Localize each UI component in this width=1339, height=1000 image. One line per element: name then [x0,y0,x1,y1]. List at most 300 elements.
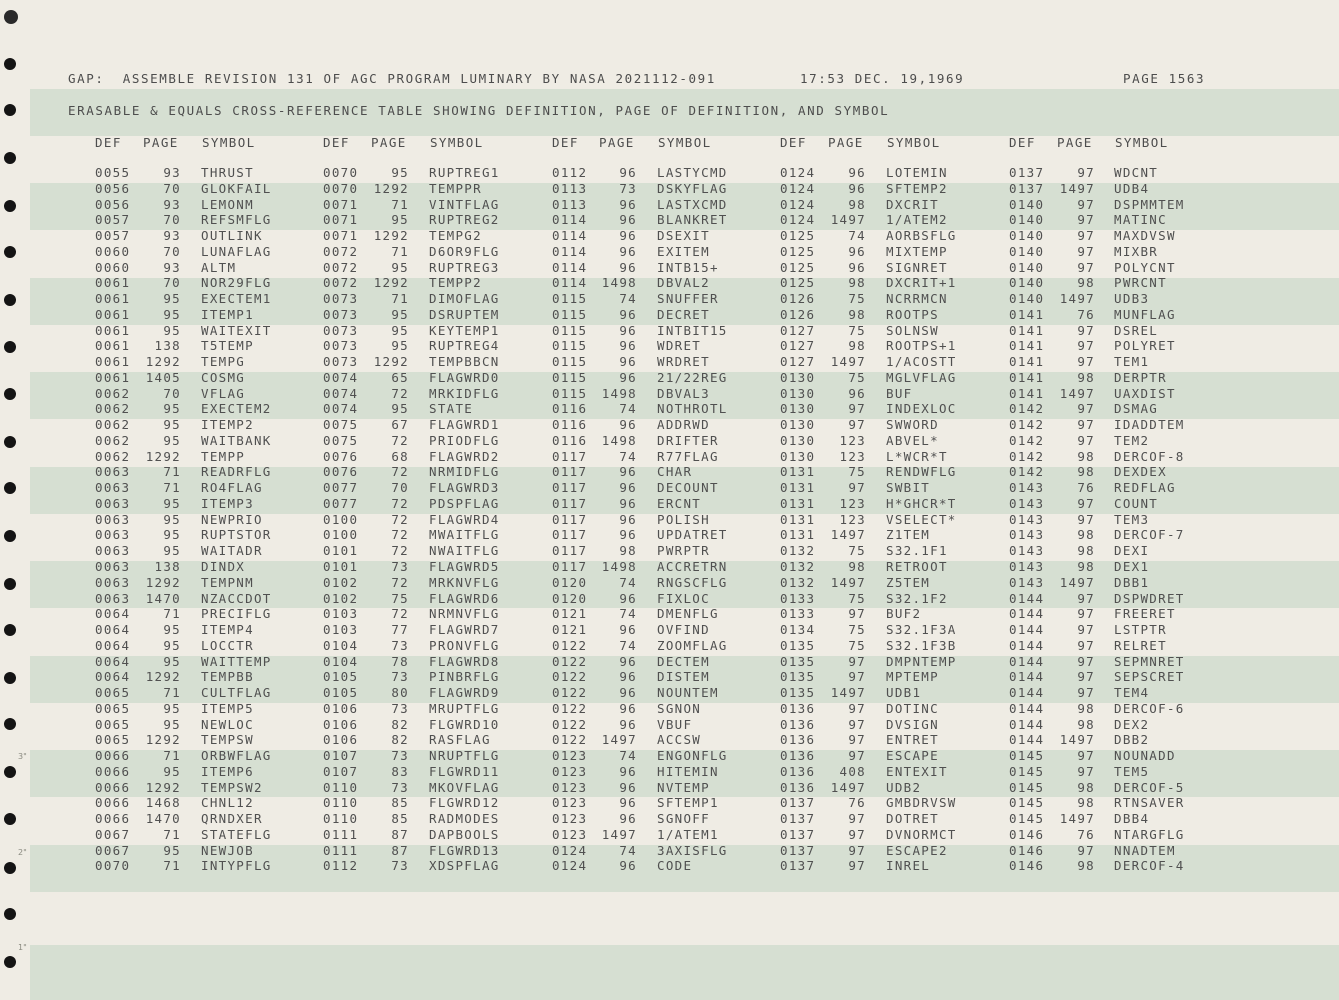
page-cell: 98 [1077,275,1095,291]
page-cell: 95 [163,432,181,448]
symbol-cell: VBUF [657,716,693,732]
column-header-def: DEF [552,135,579,150]
page-cell: 95 [391,212,409,228]
symbol-cell: MIXTEMP [886,243,948,259]
def-cell: 0140 [1009,196,1045,212]
page-cell: 80 [391,685,409,701]
symbol-cell: ACCRETRN [657,559,728,574]
page-cell: 96 [619,495,637,511]
page-cell: 70 [163,243,181,259]
def-cell: 0110 [323,811,359,827]
symbol-cell: GMBDRVSW [886,795,957,811]
symbol-cell: DSPMMTEM [1114,196,1185,212]
symbol-cell: FLAGWRD3 [429,480,500,496]
def-cell: 0106 [323,732,359,748]
page-cell: 1497 [830,779,866,795]
def-cell: 0131 [780,480,816,496]
symbol-cell: SOLNSW [886,322,939,338]
page-cell: 1498 [601,385,637,401]
symbol-cell: DVNORMCT [886,826,957,842]
def-cell: 0063 [95,590,131,606]
symbol-cell: XDSPFLAG [429,858,500,874]
def-cell: 0065 [95,685,131,701]
assembly-title: GAP: ASSEMBLE REVISION 131 OF AGC PROGRAM LUMINARY BY NASA 2021112-091 [68,71,716,86]
page-cell: 408 [839,763,866,779]
page-cell: 71 [163,606,181,622]
page-cell: 95 [163,495,181,511]
symbol-cell: CHNL12 [201,795,254,811]
page-cell: 1497 [1059,385,1095,401]
page-cell: 97 [1077,763,1095,779]
page-cell: 76 [1077,480,1095,496]
symbol-cell: MRKIDFLG [429,385,500,401]
symbol-cell: DSEXIT [657,228,710,244]
symbol-cell: WAITBANK [201,432,272,448]
page-cell: 96 [619,369,637,385]
def-cell: 0132 [780,574,816,590]
def-cell: 0123 [552,795,588,811]
punch-hole [4,246,16,258]
page-cell: 95 [163,543,181,559]
symbol-cell: RADMODES [429,811,500,827]
punch-hole [4,436,16,448]
symbol-cell: FLAGWRD7 [429,622,500,638]
page-cell: 1292 [145,732,181,748]
def-cell: 0144 [1009,685,1045,701]
page-cell: 1498 [601,432,637,448]
symbol-cell: WDRET [657,338,702,354]
column-header-page: PAGE [143,135,179,150]
symbol-cell: DBB2 [1114,732,1150,748]
symbol-cell: RASFLAG [429,732,491,748]
def-cell: 0102 [323,590,359,606]
def-cell: 0141 [1009,369,1045,385]
def-cell: 0132 [780,559,816,574]
def-cell: 0057 [95,228,131,244]
page-cell: 96 [619,527,637,543]
def-cell: 0135 [780,669,816,685]
page-cell: 74 [619,291,637,307]
page-cell: 95 [391,259,409,275]
def-cell: 0146 [1009,858,1045,874]
page-cell: 96 [619,669,637,685]
symbol-cell: ITEMP1 [201,306,254,322]
symbol-cell: ENTRET [886,732,939,748]
def-cell: 0140 [1009,275,1045,291]
page-cell: 97 [1077,417,1095,433]
symbol-cell: TEMPG [201,354,246,370]
def-cell: 0107 [323,748,359,764]
page-cell: 73 [391,669,409,685]
page-cell: 97 [848,700,866,716]
symbol-cell: FLAGWRD8 [429,653,500,669]
def-cell: 0124 [780,212,816,228]
page-cell: 97 [1077,748,1095,764]
page-cell: 97 [1077,401,1095,417]
def-cell: 0121 [552,622,588,638]
page-cell: 97 [1077,196,1095,212]
punch-hole [4,341,16,353]
page-cell: 97 [848,732,866,748]
def-cell: 0063 [95,559,131,574]
def-cell: 0065 [95,700,131,716]
page-cell: 1470 [145,811,181,827]
def-cell: 0062 [95,448,131,464]
page-cell: 72 [391,527,409,543]
page-cell: 98 [1077,543,1095,559]
symbol-cell: TEM3 [1114,511,1150,527]
symbol-cell: RUPTREG3 [429,259,500,275]
punch-hole [4,718,16,730]
page-cell: 96 [619,653,637,669]
symbol-cell: RUPTSTOR [201,527,272,543]
symbol-cell: FIXLOC [657,590,710,606]
def-cell: 0075 [323,432,359,448]
page-cell: 95 [391,165,409,180]
def-cell: 0075 [323,417,359,433]
symbol-cell: STATEFLG [201,826,272,842]
def-cell: 0124 [780,196,816,212]
page-cell: 1498 [601,559,637,574]
symbol-cell: POLISH [657,511,710,527]
page-cell: 95 [391,338,409,354]
def-cell: 0130 [780,385,816,401]
def-cell: 0063 [95,480,131,496]
def-cell: 0064 [95,669,131,685]
def-cell: 0127 [780,338,816,354]
page-cell: 1292 [373,180,409,196]
symbol-cell: UDB1 [886,685,922,701]
def-cell: 0103 [323,622,359,638]
def-cell: 0066 [95,763,131,779]
symbol-cell: ESCAPE2 [886,842,948,858]
def-cell: 0112 [323,858,359,874]
page-cell: 97 [848,811,866,827]
def-cell: 0123 [552,826,588,842]
symbol-cell: ABVEL* [886,432,939,448]
page-cell: 1292 [145,574,181,590]
table-subtitle: ERASABLE & EQUALS CROSS-REFERENCE TABLE SHOWING DEFINITION, PAGE OF DEFINITION, AND SYMBOL [68,103,890,118]
symbol-cell: PRECIFLG [201,606,272,622]
page-cell: 77 [391,622,409,638]
symbol-cell: EXITEM [657,243,710,259]
def-cell: 0135 [780,685,816,701]
def-cell: 0124 [780,165,816,180]
symbol-cell: DINDX [201,559,246,574]
timestamp: 17:53 DEC. 19,1969 [800,71,965,86]
def-cell: 0137 [780,795,816,811]
page-cell: 95 [163,417,181,433]
symbol-cell: DBVAL2 [657,275,710,291]
symbol-cell: WDCNT [1114,165,1159,180]
symbol-cell: TEM5 [1114,763,1150,779]
symbol-cell: DECTEM [657,653,710,669]
def-cell: 0114 [552,259,588,275]
symbol-cell: UAXDIST [1114,385,1176,401]
page-cell: 98 [848,196,866,212]
def-cell: 0141 [1009,354,1045,370]
page-cell: 95 [163,527,181,543]
page-cell: 96 [619,417,637,433]
page-cell: 95 [163,842,181,858]
page-cell: 71 [163,464,181,480]
def-cell: 0067 [95,842,131,858]
def-cell: 0073 [323,291,359,307]
punch-hole [4,104,16,116]
def-cell: 0061 [95,322,131,338]
symbol-cell: ITEMP2 [201,417,254,433]
def-cell: 0132 [780,543,816,559]
page-cell: 74 [619,448,637,464]
symbol-cell: CHAR [657,464,693,480]
page-cell: 96 [619,259,637,275]
page-cell: 96 [848,180,866,196]
symbol-cell: BUF2 [886,606,922,622]
def-cell: 0070 [95,858,131,874]
def-cell: 0074 [323,385,359,401]
page-cell: 68 [391,448,409,464]
page-cell: 75 [848,590,866,606]
symbol-cell: TEMPBB [201,669,254,685]
symbol-cell: LASTXCMD [657,196,728,212]
punch-hole [4,956,16,968]
def-cell: 0123 [552,779,588,795]
def-cell: 0104 [323,637,359,653]
page-cell: 97 [1077,212,1095,228]
page-cell: 93 [163,165,181,180]
page-cell: 95 [391,322,409,338]
symbol-cell: RO4FLAG [201,480,263,496]
symbol-cell: COUNT [1114,495,1159,511]
symbol-cell: NRUPTFLG [429,748,500,764]
symbol-cell: REDFLAG [1114,480,1176,496]
def-cell: 0126 [780,291,816,307]
page-cell: 75 [848,322,866,338]
column-header-symbol: SYMBOL [658,135,712,150]
symbol-cell: SEPSCRET [1114,669,1185,685]
page-cell: 96 [619,811,637,827]
symbol-cell: LUNAFLAG [201,243,272,259]
def-cell: 0115 [552,322,588,338]
def-cell: 0125 [780,228,816,244]
symbol-cell: INDEXLOC [886,401,957,417]
def-cell: 0144 [1009,606,1045,622]
def-cell: 0061 [95,369,131,385]
page-cell: 1292 [145,448,181,464]
def-cell: 0077 [323,480,359,496]
def-cell: 0121 [552,606,588,622]
symbol-cell: DBB4 [1114,811,1150,827]
def-cell: 0117 [552,527,588,543]
page-cell: 98 [848,559,866,574]
page-cell: 1497 [1059,732,1095,748]
def-cell: 0117 [552,448,588,464]
def-cell: 0130 [780,417,816,433]
def-cell: 0063 [95,527,131,543]
page-cell: 73 [391,779,409,795]
symbol-cell: INTBIT15 [657,322,728,338]
page-cell: 98 [1077,464,1095,480]
def-cell: 0136 [780,732,816,748]
def-cell: 0073 [323,338,359,354]
symbol-cell: MAXDVSW [1114,228,1176,244]
symbol-cell: DERPTR [1114,369,1167,385]
page-cell: 97 [848,417,866,433]
symbol-cell: 1/ATEM2 [886,212,948,228]
def-cell: 0122 [552,653,588,669]
symbol-cell: 3AXISFLG [657,842,728,858]
def-cell: 0115 [552,291,588,307]
def-cell: 0117 [552,511,588,527]
page-cell: 1497 [1059,291,1095,307]
def-cell: 0125 [780,259,816,275]
symbol-cell: RENDWFLG [886,464,957,480]
def-cell: 0076 [323,464,359,480]
column-header-page: PAGE [371,135,407,150]
page-cell: 72 [391,511,409,527]
symbol-cell: LSTPTR [1114,622,1167,638]
symbol-cell: NRMIDFLG [429,464,500,480]
symbol-cell: READRFLG [201,464,272,480]
def-cell: 0144 [1009,669,1045,685]
def-cell: 0130 [780,448,816,464]
page-cell: 83 [391,763,409,779]
page-cell: 97 [848,858,866,874]
symbol-cell: PINBRFLG [429,669,500,685]
page-cell: 97 [1077,338,1095,354]
def-cell: 0125 [780,275,816,291]
def-cell: 0077 [323,495,359,511]
def-cell: 0143 [1009,527,1045,543]
def-cell: 0072 [323,259,359,275]
def-cell: 0114 [552,228,588,244]
symbol-cell: DEXI [1114,543,1150,559]
page-cell: 95 [163,700,181,716]
page-cell: 96 [619,763,637,779]
def-cell: 0056 [95,196,131,212]
def-cell: 0122 [552,732,588,748]
page-cell: 97 [1077,322,1095,338]
def-cell: 0137 [780,811,816,827]
def-cell: 0140 [1009,259,1045,275]
def-cell: 0065 [95,732,131,748]
page-cell: 96 [619,322,637,338]
symbol-cell: ROOTPS+1 [886,338,957,354]
page-cell: 97 [1077,637,1095,653]
def-cell: 0122 [552,637,588,653]
def-cell: 0071 [323,228,359,244]
page-cell: 73 [391,858,409,874]
page-cell: 96 [848,165,866,180]
def-cell: 0117 [552,480,588,496]
page-cell: 73 [619,180,637,196]
punch-hole [4,624,16,636]
symbol-cell: SGNON [657,700,702,716]
def-cell: 0142 [1009,417,1045,433]
def-cell: 0140 [1009,212,1045,228]
def-cell: 0057 [95,212,131,228]
symbol-cell: ROOTPS [886,306,939,322]
symbol-cell: FLAGWRD0 [429,369,500,385]
def-cell: 0137 [780,858,816,874]
symbol-cell: ITEMP4 [201,622,254,638]
symbol-cell: VFLAG [201,385,246,401]
symbol-cell: DXCRIT+1 [886,275,957,291]
page-cell: 72 [391,385,409,401]
page-cell: 123 [839,511,866,527]
def-cell: 0070 [323,180,359,196]
def-cell: 0062 [95,417,131,433]
page-cell: 1497 [830,354,866,370]
def-cell: 0137 [1009,180,1045,196]
def-cell: 0143 [1009,480,1045,496]
page-cell: 98 [1077,369,1095,385]
symbol-cell: INTB15+ [657,259,719,275]
page-cell: 73 [391,748,409,764]
symbol-cell: ACCSW [657,732,702,748]
symbol-cell: SFTEMP1 [657,795,719,811]
symbol-cell: RETROOT [886,559,948,574]
def-cell: 0137 [780,826,816,842]
punch-hole [4,10,18,24]
def-cell: 0065 [95,716,131,732]
page-cell: 1292 [145,354,181,370]
def-cell: 0141 [1009,338,1045,354]
page-cell: 75 [848,464,866,480]
symbol-cell: VSELECT* [886,511,957,527]
symbol-cell: TEMPG2 [429,228,482,244]
symbol-cell: PWRPTR [657,543,710,559]
symbol-cell: MUNFLAG [1114,306,1176,322]
page-cell: 98 [1077,448,1095,464]
symbol-cell: RUPTREG1 [429,165,500,180]
def-cell: 0072 [323,275,359,291]
symbol-cell: QRNDXER [201,811,263,827]
symbol-cell: DECOUNT [657,480,719,496]
page-cell: 98 [848,306,866,322]
def-cell: 0061 [95,338,131,354]
page-cell: 95 [163,622,181,638]
page-cell: 97 [1077,606,1095,622]
def-cell: 0134 [780,622,816,638]
symbol-cell: NEWLOC [201,716,254,732]
page-cell: 74 [619,401,637,417]
symbol-cell: FLAGWRD5 [429,559,500,574]
def-cell: 0061 [95,306,131,322]
page-cell: 1498 [601,275,637,291]
page-cell: 97 [848,480,866,496]
symbol-cell: FREERET [1114,606,1176,622]
page-cell: 70 [163,180,181,196]
def-cell: 0072 [323,243,359,259]
symbol-cell: 1/ACOSTT [886,354,957,370]
punch-hole [4,813,16,825]
page-cell: 87 [391,842,409,858]
symbol-cell: AORBSFLG [886,228,957,244]
symbol-cell: D6OR9FLG [429,243,500,259]
def-cell: 0143 [1009,511,1045,527]
def-cell: 0063 [95,543,131,559]
page-cell: 95 [391,306,409,322]
def-cell: 0062 [95,401,131,417]
page-cell: 76 [1077,306,1095,322]
page-cell: 95 [163,291,181,307]
page-cell: 97 [1077,228,1095,244]
page-cell: 96 [619,590,637,606]
symbol-cell: NOTHROTL [657,401,728,417]
symbol-cell: PDSPFLAG [429,495,500,511]
page-cell: 93 [163,228,181,244]
